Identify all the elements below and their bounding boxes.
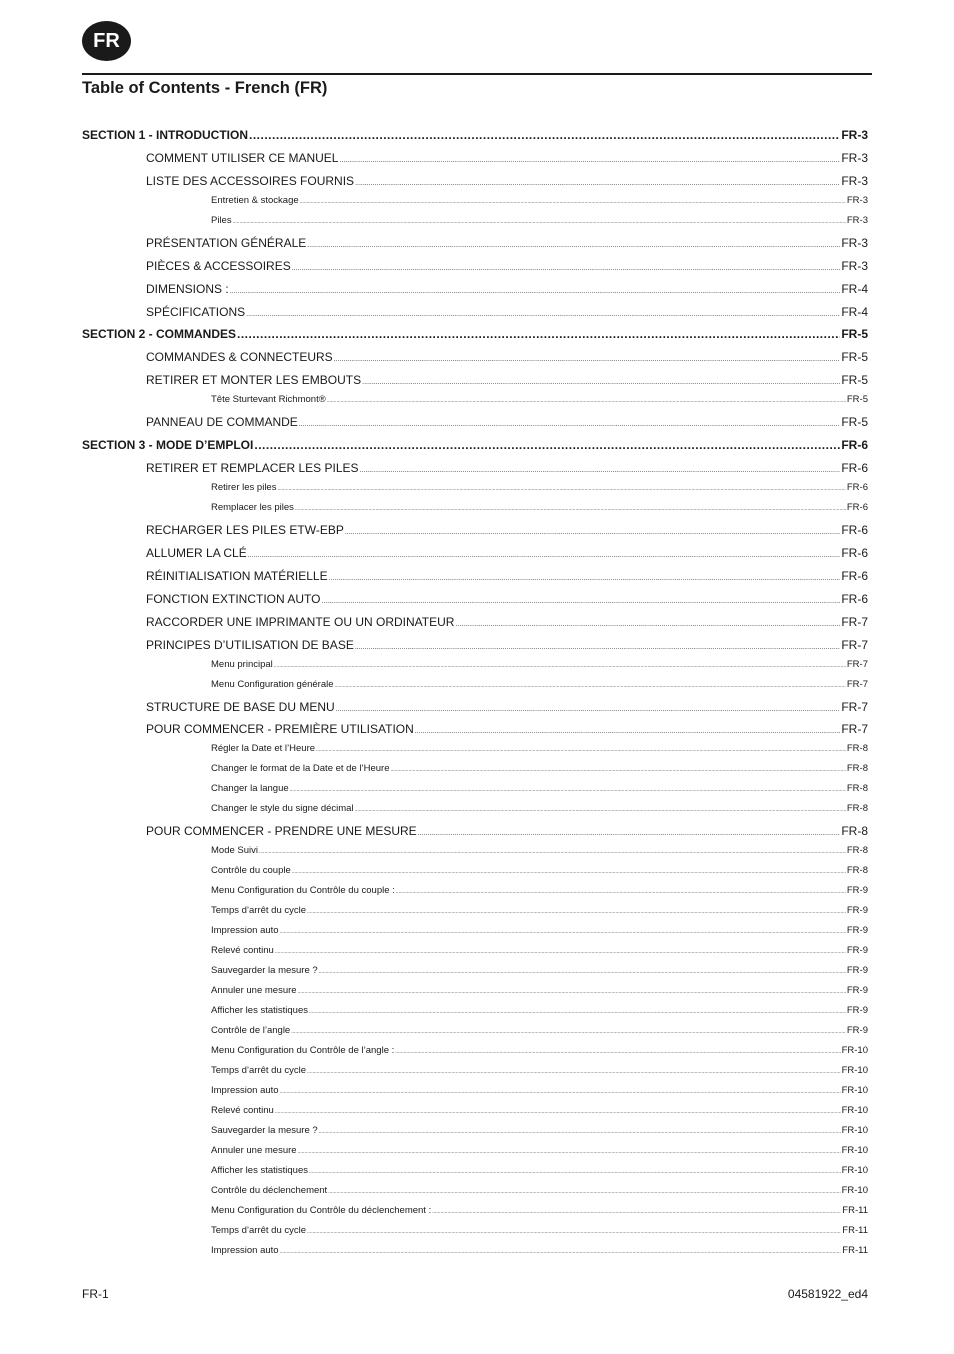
toc-leader-dots (455, 621, 840, 628)
toc-entry-page: FR-10 (841, 1185, 868, 1197)
toc-entry-label: Contrôle de l’angle (211, 1025, 291, 1037)
toc-entry-page: FR-10 (841, 1145, 868, 1157)
toc-entry[interactable] (211, 965, 868, 981)
toc-leader-dots (319, 1129, 841, 1135)
toc-leader-dots (309, 1009, 846, 1015)
toc-entry-label: ALLUMER LA CLÉ (146, 545, 247, 560)
toc-entry[interactable] (82, 438, 868, 458)
toc-entry-label: FONCTION EXTINCTION AUTO (146, 591, 321, 606)
toc-leader-dots (295, 506, 846, 512)
toc-entry-label: Relevé continu (211, 945, 274, 957)
toc-entry-label: Changer le format de la Date et de l’Heure (211, 763, 390, 775)
toc-entry-label: Tête Sturtevant Richmont® (211, 394, 326, 406)
toc-entry[interactable] (211, 1005, 868, 1021)
toc-entry-page: FR-10 (841, 1065, 868, 1077)
toc-entry-label: Sauvegarder la mesure ? (211, 1125, 318, 1137)
toc-entry-label: Menu Configuration générale (211, 678, 334, 690)
toc-leader-dots (292, 265, 841, 272)
toc-entry[interactable] (211, 482, 868, 498)
toc-entry-label: PRÉSENTATION GÉNÉRALE (146, 235, 307, 250)
toc-entry[interactable] (211, 502, 868, 518)
toc-entry[interactable] (211, 1085, 868, 1101)
toc-entry[interactable] (146, 700, 868, 720)
toc-entry-page: FR-6 (841, 438, 868, 453)
toc-entry-label: LISTE DES ACCESSOIRES FOURNIS (146, 173, 355, 188)
toc-entry-page: FR-10 (841, 1165, 868, 1177)
toc-entry-page: FR-9 (846, 1025, 868, 1037)
toc-leader-dots (307, 1229, 841, 1235)
toc-entry-label: Retirer les piles (211, 482, 277, 493)
toc-entry-label: RÉINITIALISATION MATÉRIELLE (146, 568, 328, 583)
toc-leader-dots (274, 663, 846, 669)
toc-leader-dots (339, 157, 840, 164)
toc-leader-dots (355, 807, 846, 813)
toc-entry[interactable] (146, 282, 868, 302)
toc-entry-label: RACCORDER UNE IMPRIMANTE OU UN ORDINATEUR (146, 614, 455, 629)
toc-leader-dots (237, 327, 840, 341)
toc-entry-page: FR-9 (846, 1005, 868, 1017)
toc-entry[interactable] (211, 743, 868, 759)
toc-entry-label: Changer la langue (211, 783, 289, 795)
toc-entry-label: SPÉCIFICATIONS (146, 304, 246, 319)
toc-leader-dots (230, 288, 841, 295)
toc-entry-label: Menu Configuration du Contrôle du déclenchement : (211, 1205, 432, 1217)
toc-entry[interactable] (211, 195, 868, 211)
toc-entry[interactable] (211, 1225, 868, 1241)
toc-entry-page: FR-9 (846, 925, 868, 937)
toc-entry[interactable] (211, 945, 868, 961)
toc-leader-dots (300, 199, 846, 205)
toc-entry-label: Afficher les statistiques (211, 1165, 308, 1177)
toc-entry[interactable] (211, 394, 868, 410)
toc-entry-page: FR-11 (842, 1225, 868, 1237)
toc-entry-label: COMMENT UTILISER CE MANUEL (146, 150, 339, 165)
toc-entry-page: FR-8 (846, 783, 868, 795)
toc-entry[interactable] (211, 1125, 868, 1141)
toc-entry-page: FR-8 (841, 824, 868, 839)
toc-entry-page: FR-7 (846, 678, 868, 690)
toc-entry-label: Relevé continu (211, 1105, 274, 1117)
toc-entry-page: FR-9 (846, 885, 868, 897)
toc-entry[interactable] (146, 259, 868, 279)
toc-entry-label: Impression auto (211, 1245, 279, 1257)
toc-leader-dots (307, 242, 840, 249)
toc-leader-dots (292, 869, 846, 875)
toc-leader-dots (309, 1169, 841, 1175)
toc-leader-dots (233, 219, 846, 225)
toc-entry-label: Régler la Date et l’Heure (211, 743, 316, 755)
toc-entry-page: FR-3 (841, 150, 868, 165)
toc-entry[interactable] (211, 865, 868, 881)
toc-entry-page: FR-5 (841, 373, 868, 388)
toc-leader-dots (418, 830, 841, 837)
toc-entry[interactable] (211, 1205, 868, 1221)
toc-leader-dots (298, 1149, 841, 1155)
toc-leader-dots (355, 644, 841, 651)
toc-entry-label: SECTION 2 - COMMANDES (82, 327, 237, 342)
toc-entry-label: Impression auto (211, 1085, 279, 1097)
toc-entry-page: FR-3 (846, 214, 868, 226)
toc-entry[interactable] (211, 905, 868, 921)
toc-entry[interactable] (146, 722, 868, 742)
toc-entry[interactable] (146, 523, 868, 543)
toc-leader-dots (291, 1029, 846, 1035)
toc-entry[interactable] (211, 1025, 868, 1041)
toc-entry-page: FR-4 (841, 281, 868, 296)
toc-entry[interactable] (146, 373, 868, 393)
toc-entry-label: STRUCTURE DE BASE DU MENU (146, 699, 335, 714)
toc-leader-dots (316, 747, 846, 753)
toc-leader-dots (345, 529, 840, 536)
toc-leader-dots (307, 1069, 841, 1075)
toc-entry-page: FR-9 (846, 965, 868, 977)
toc-entry[interactable] (146, 350, 868, 370)
toc-entry-page: FR-8 (846, 845, 868, 857)
toc-leader-dots (246, 311, 840, 318)
toc-leader-dots (432, 1209, 841, 1215)
toc-entry[interactable] (211, 845, 868, 861)
toc-entry-page: FR-3 (846, 194, 868, 206)
toc-entry-page: FR-6 (841, 545, 868, 560)
toc-leader-dots (298, 989, 846, 995)
toc-entry-label: Piles (211, 214, 232, 226)
toc-leader-dots (280, 1249, 842, 1255)
toc-leader-dots (328, 1189, 840, 1195)
toc-entry[interactable] (146, 638, 868, 658)
toc-entry-page: FR-7 (841, 699, 868, 714)
footer-doc-id: 04581922_ed4 (787, 1287, 868, 1301)
toc-entry[interactable] (211, 1045, 868, 1061)
toc-entry-label: Annuler une mesure (211, 1145, 297, 1157)
toc-leader-dots (277, 486, 845, 492)
toc-entry[interactable] (146, 415, 868, 435)
toc-entry-label: Entretien & stockage (211, 194, 299, 206)
toc-leader-dots (329, 575, 841, 582)
language-badge: FR (82, 21, 131, 61)
toc-entry-label: PANNEAU DE COMMANDE (146, 415, 298, 430)
toc-entry-page: FR-5 (841, 350, 868, 365)
toc-entry-page: FR-3 (841, 128, 868, 142)
toc-leader-dots (335, 683, 846, 689)
toc-leader-dots (355, 180, 840, 187)
toc-entry[interactable] (211, 1105, 868, 1121)
toc-entry-label: Impression auto (211, 925, 279, 937)
toc-entry-page: FR-3 (841, 258, 868, 273)
toc-leader-dots (391, 767, 846, 773)
toc-leader-dots (362, 379, 840, 386)
toc-entry[interactable] (146, 615, 868, 635)
toc-entry-page: FR-9 (846, 985, 868, 997)
toc-entry[interactable] (211, 1065, 868, 1081)
toc-entry[interactable] (211, 659, 868, 675)
toc-entry-page: FR-8 (846, 865, 868, 877)
toc-entry[interactable] (82, 327, 868, 347)
toc-entry-label: Contrôle du déclenchement (211, 1185, 328, 1197)
toc-entry-page: FR-11 (842, 1205, 868, 1217)
toc-entry[interactable] (211, 1165, 868, 1181)
toc-entry-page: FR-5 (841, 415, 868, 430)
toc-entry-label: RETIRER ET REMPLACER LES PILES (146, 461, 359, 475)
toc-entry-label: RECHARGER LES PILES ETW-EBP (146, 523, 344, 537)
toc-entry[interactable] (211, 1145, 868, 1161)
toc-entry[interactable] (211, 783, 868, 799)
toc-entry-label: Contrôle du couple (211, 865, 291, 877)
toc-entry[interactable] (211, 925, 868, 941)
toc-entry[interactable] (211, 1185, 868, 1201)
toc-leader-dots (334, 356, 841, 363)
toc-entry[interactable] (211, 1245, 868, 1261)
toc-entry-page: FR-10 (841, 1105, 868, 1117)
toc-leader-dots (248, 552, 841, 559)
toc-entry-page: FR-4 (841, 304, 868, 319)
toc-entry[interactable] (211, 985, 868, 1001)
toc-entry-page: FR-11 (842, 1245, 868, 1257)
toc-entry[interactable] (146, 569, 868, 589)
toc-leader-dots (249, 128, 840, 142)
toc-entry-label: SECTION 3 - MODE D’EMPLOI (82, 438, 254, 453)
toc-entry-label: Temps d’arrêt du cycle (211, 905, 307, 917)
toc-entry[interactable] (211, 215, 868, 231)
toc-entry[interactable] (211, 763, 868, 779)
toc-entry-page: FR-7 (841, 614, 868, 629)
toc-entry-page: FR-6 (841, 591, 868, 606)
toc-entry-page: FR-7 (841, 637, 868, 652)
toc-entry-page: FR-9 (846, 905, 868, 917)
toc-entry-label: RETIRER ET MONTER LES EMBOUTS (146, 373, 362, 388)
toc-entry-page: FR-8 (846, 803, 868, 815)
toc-entry-page: FR-10 (841, 1085, 868, 1097)
toc-entry-label: POUR COMMENCER - PRENDRE UNE MESURE (146, 824, 417, 839)
footer-page-number: FR-1 (82, 1287, 109, 1301)
toc-leader-dots (360, 467, 841, 474)
toc-entry-label: SECTION 1 - INTRODUCTION (82, 128, 249, 142)
toc-entry-label: Sauvegarder la mesure ? (211, 965, 318, 977)
toc-entry[interactable] (146, 461, 868, 481)
toc-entry-page: FR-5 (846, 394, 868, 406)
toc-entry-page: FR-3 (841, 235, 868, 250)
toc-entry-page: FR-10 (841, 1045, 868, 1057)
toc-entry-label: POUR COMMENCER - PREMIÈRE UTILISATION (146, 722, 414, 737)
toc-entry-label: Afficher les statistiques (211, 1005, 308, 1017)
toc-entry-label: Menu Configuration du Contrôle de l’angle : (211, 1045, 395, 1057)
toc-entry[interactable] (146, 592, 868, 612)
toc-leader-dots (275, 949, 846, 955)
toc-entry-label: PRINCIPES D’UTILISATION DE BASE (146, 637, 354, 652)
toc-entry-page: FR-6 (841, 461, 868, 475)
toc-entry[interactable] (146, 151, 868, 171)
toc-entry-label: Menu Configuration du Contrôle du couple : (211, 885, 395, 897)
toc-entry-page: FR-6 (841, 523, 868, 537)
toc-leader-dots (259, 849, 846, 855)
toc-entry-label: COMMANDES & CONNECTEURS (146, 350, 333, 365)
toc-entry-label: PIÈCES & ACCESSOIRES (146, 258, 291, 273)
toc-entry[interactable] (146, 236, 868, 256)
toc-leader-dots (299, 421, 841, 428)
toc-entry-page: FR-9 (846, 945, 868, 957)
toc-entry[interactable] (82, 128, 868, 148)
toc-entry[interactable] (211, 803, 868, 819)
toc-leader-dots (319, 969, 846, 975)
header-rule (82, 73, 872, 75)
toc-leader-dots (307, 909, 846, 915)
toc-entry-page: FR-7 (841, 722, 868, 737)
toc-entry-label: Remplacer les piles (211, 502, 294, 513)
toc-leader-dots (280, 1089, 841, 1095)
toc-leader-dots (254, 438, 840, 452)
toc-leader-dots (280, 929, 846, 935)
toc-entry-page: FR-5 (841, 327, 868, 342)
toc-entry[interactable] (146, 824, 868, 844)
toc-entry-page: FR-7 (846, 658, 868, 670)
toc-entry-page: FR-8 (846, 743, 868, 755)
toc-entry-label: Menu principal (211, 658, 273, 670)
toc-entry-label: Changer le style du signe décimal (211, 803, 354, 815)
toc-entry[interactable] (211, 679, 868, 695)
page-title: Table of Contents - French (FR) (82, 79, 328, 97)
toc-entry-label: Temps d’arrêt du cycle (211, 1225, 307, 1237)
toc-entry-label: Annuler une mesure (211, 985, 297, 997)
toc-leader-dots (395, 1049, 840, 1055)
toc-entry-page: FR-10 (841, 1125, 868, 1137)
toc-entry-page: FR-6 (846, 482, 868, 493)
toc-leader-dots (336, 706, 841, 713)
toc-entry-page: FR-6 (841, 568, 868, 583)
toc-entry-label: DIMENSIONS : (146, 281, 229, 296)
toc-leader-dots (290, 787, 846, 793)
toc-entry-page: FR-3 (841, 173, 868, 188)
toc-entry[interactable] (146, 174, 868, 194)
toc-leader-dots (327, 398, 846, 404)
toc-leader-dots (321, 598, 840, 605)
toc-leader-dots (415, 728, 841, 735)
toc-entry[interactable] (146, 546, 868, 566)
toc-entry-page: FR-8 (846, 763, 868, 775)
toc-leader-dots (275, 1109, 841, 1115)
toc-leader-dots (396, 889, 846, 895)
toc-entry-label: Mode Suivi (211, 845, 258, 857)
toc-entry[interactable] (211, 885, 868, 901)
toc-entry-label: Temps d’arrêt du cycle (211, 1065, 307, 1077)
toc-entry[interactable] (146, 305, 868, 325)
toc-entry-page: FR-6 (846, 502, 868, 513)
